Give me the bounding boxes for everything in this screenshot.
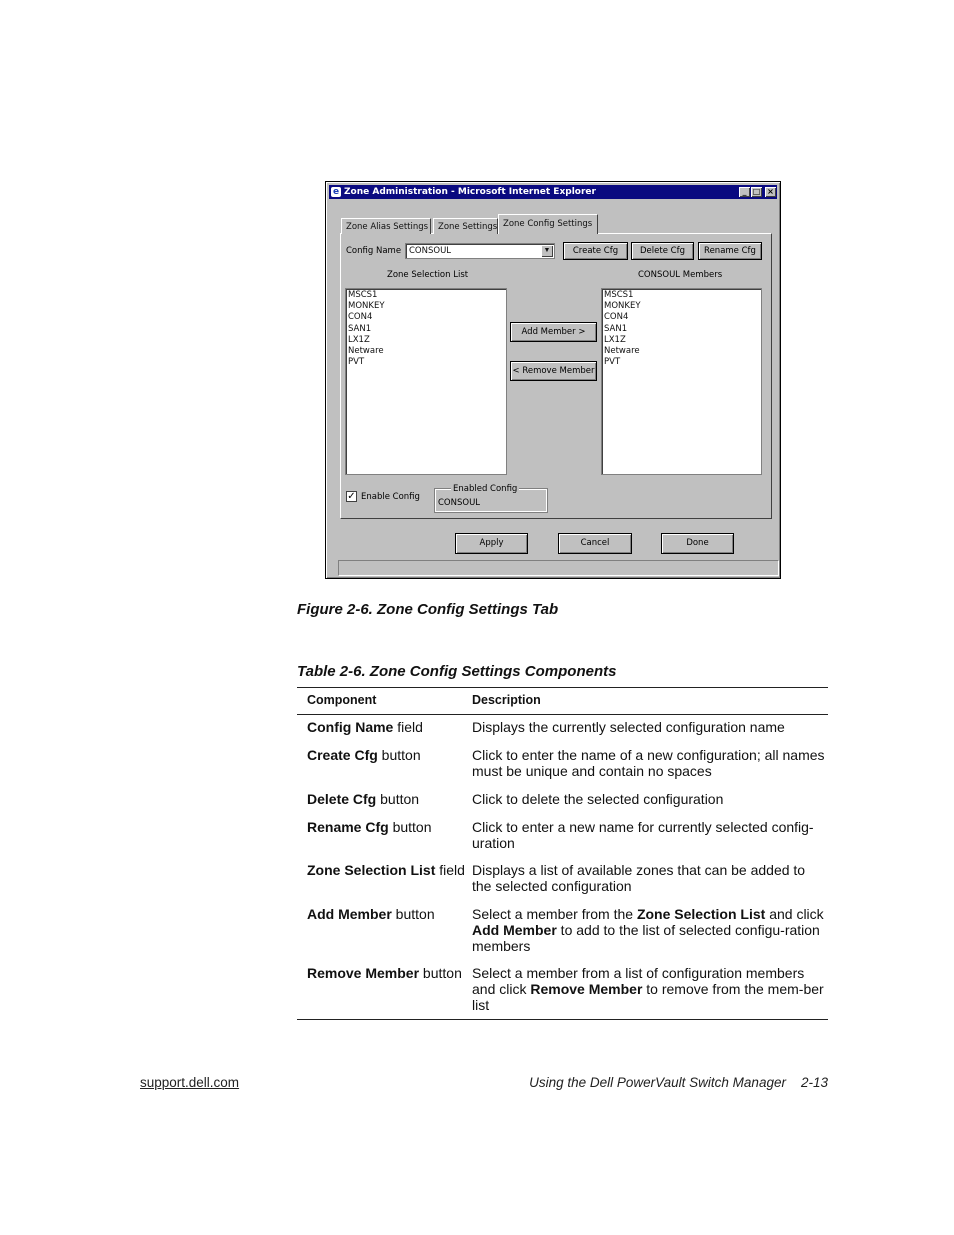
zone-selection-listbox[interactable] xyxy=(345,288,507,475)
list-item[interactable]: CON4 xyxy=(348,312,373,323)
list-item[interactable]: MSCS1 xyxy=(604,290,634,300)
component-cell: Zone Selection List field xyxy=(307,862,465,878)
description-cell: Displays the currently selected configuration name xyxy=(472,719,785,735)
table-bottom-rule xyxy=(297,1019,828,1020)
footer-link[interactable]: support.dell.com xyxy=(140,1075,240,1090)
cancel-button[interactable]: Cancel xyxy=(558,533,632,554)
bold-term: Remove Member xyxy=(307,965,420,981)
description-cell: Select a member from the Zone Selection List and click Add Member to add to the list of selected configu-ration members xyxy=(472,906,824,954)
tab-zone-settings[interactable]: Zone Settings xyxy=(433,218,498,234)
table-top-rule xyxy=(297,687,828,688)
table-header-rule xyxy=(297,714,828,715)
rename-cfg-button[interactable]: Rename Cfg xyxy=(698,242,762,260)
delete-cfg-button[interactable]: Delete Cfg xyxy=(631,242,694,260)
list-item[interactable]: MONKEY xyxy=(604,301,641,312)
status-bar xyxy=(338,560,779,576)
description-cell: Displays a list of available zones that can be added to the selected configuration xyxy=(472,862,806,894)
chevron-down-icon[interactable]: ▼ xyxy=(541,245,553,257)
enabled-config-value: CONSOUL xyxy=(438,498,481,508)
list-item[interactable]: PVT xyxy=(604,357,621,368)
create-cfg-button[interactable]: Create Cfg xyxy=(563,242,628,260)
bold-term: Add Member xyxy=(307,906,392,922)
internet-explorer-icon: e xyxy=(332,187,340,197)
component-cell: Config Name field xyxy=(307,719,423,735)
members-list-label: CONSOUL Members xyxy=(638,270,723,280)
enable-config-label: Enable Config xyxy=(361,492,420,502)
list-item[interactable]: MSCS1 xyxy=(348,290,378,300)
header-component: Component xyxy=(307,693,377,707)
list-item[interactable]: LX1Z xyxy=(348,334,370,345)
config-name-value: CONSOUL xyxy=(409,246,452,256)
list-item[interactable]: MONKEY xyxy=(348,301,385,312)
bold-term: Add Member xyxy=(472,922,557,938)
close-icon[interactable]: × xyxy=(765,187,776,197)
component-cell: Add Member button xyxy=(307,906,435,922)
component-cell: Remove Member button xyxy=(307,965,462,981)
apply-button[interactable]: Apply xyxy=(455,533,528,554)
header-description: Description xyxy=(472,693,541,707)
bold-term: Config Name xyxy=(307,719,394,735)
tab-zone-config-settings[interactable]: Zone Config Settings xyxy=(498,214,598,234)
list-item[interactable]: Netware xyxy=(348,346,384,357)
bold-term: Rename Cfg xyxy=(307,819,389,835)
list-item[interactable]: LX1Z xyxy=(604,334,626,345)
component-cell: Delete Cfg button xyxy=(307,791,420,807)
component-cell: Rename Cfg button xyxy=(307,819,432,835)
list-item[interactable]: PVT xyxy=(348,357,365,368)
bold-term: Zone Selection List xyxy=(636,906,766,922)
bold-term: Create Cfg xyxy=(307,747,378,763)
enable-config-checkbox[interactable] xyxy=(346,491,357,502)
figure-caption: Figure 2-6. Zone Config Settings Tab xyxy=(297,601,559,618)
footer-page-info: Using the Dell PowerVault Switch Manager 2-13 xyxy=(529,1075,828,1090)
list-item[interactable]: SAN1 xyxy=(348,323,372,334)
list-item[interactable]: Netware xyxy=(604,346,640,357)
checkmark-icon: ✓ xyxy=(347,491,356,502)
window-titlebar xyxy=(329,185,777,199)
description-cell: Click to delete the selected configuration xyxy=(472,791,724,807)
config-name-select[interactable] xyxy=(405,243,555,259)
list-item[interactable]: SAN1 xyxy=(604,323,628,334)
minimize-icon[interactable]: _ xyxy=(739,187,750,197)
list-item[interactable]: CON4 xyxy=(604,312,629,323)
tab-zone-alias-settings[interactable]: Zone Alias Settings xyxy=(341,218,431,234)
bold-term: Delete Cfg xyxy=(307,791,377,807)
zone-selection-list-label: Zone Selection List xyxy=(387,270,469,280)
description-cell: Click to enter the name of a new configuration; all names must be unique and contain no spaces xyxy=(472,747,825,779)
remove-member-button[interactable]: < Remove Member xyxy=(510,361,597,381)
config-name-label: Config Name xyxy=(346,246,402,256)
window-title: Zone Administration - Microsoft Internet Explorer xyxy=(344,187,596,197)
component-cell: Create Cfg button xyxy=(307,747,421,763)
description-cell: Select a member from a list of configuration members and click Remove Member to remove from the mem-ber list xyxy=(472,965,824,1013)
done-button[interactable]: Done xyxy=(661,533,734,554)
maximize-icon[interactable]: □ xyxy=(752,187,761,196)
table-caption: Table 2-6. Zone Config Settings Components xyxy=(297,663,617,680)
enabled-config-label: Enabled Config xyxy=(453,484,518,494)
bold-term: Remove Member xyxy=(530,981,643,997)
add-member-button[interactable]: Add Member > xyxy=(510,322,597,342)
bold-term: Zone Selection List xyxy=(307,862,436,878)
description-cell: Click to enter a new name for currently selected config-uration xyxy=(472,819,814,851)
members-listbox[interactable] xyxy=(601,288,762,475)
